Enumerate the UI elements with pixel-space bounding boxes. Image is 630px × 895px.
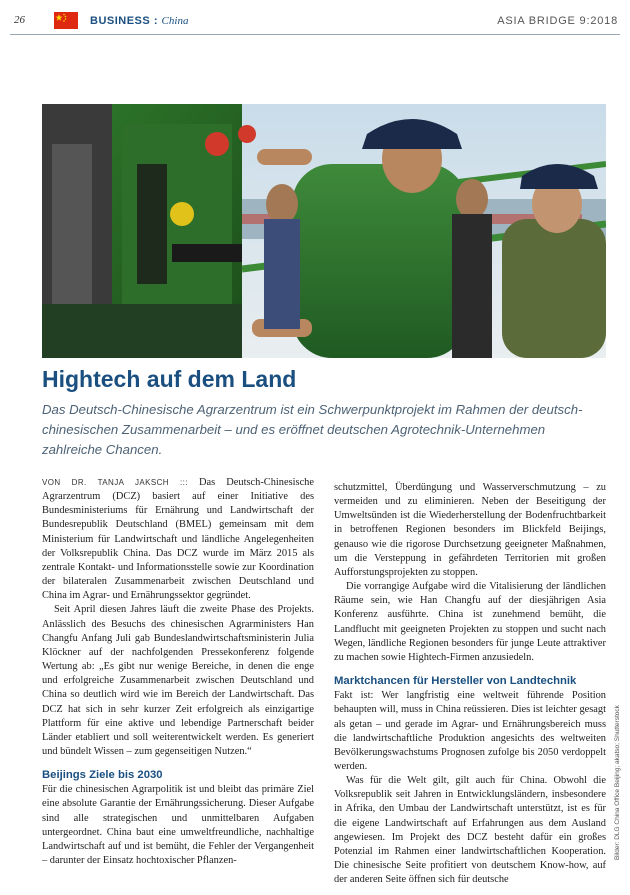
article-photo [42, 104, 606, 358]
article-title: Hightech auf dem Land [42, 366, 297, 392]
paragraph: Fakt ist: Wer langfristig eine weltweit führende Position behaupten will, muss in China reüssieren. Dies ist leichter gesagt als getan – und gerade im Agrar- und Ernährungsbereich muss die landwirtschaftliche Produktion angesichts des weltweiten Bevölkerungswachstums Prognosen zufolge bis 2050 verdoppelt werden. [334, 690, 606, 772]
section-label: BUSINESS : China [90, 15, 189, 27]
page-number: 26 [14, 14, 25, 26]
paragraph: Was für die Welt gilt, gilt auch für China. Obwohl die Volksrepublik seit Jahren in Entwicklungsländern, insbesondere in Afrika, den Umbau der Landwirtschaft unterstützt, ist es für die eigene Landwirtschaft auf Erfahrungen aus dem Ausland angewiesen. Im Projekt des DCZ besteht dafür ein großes Potenzial im Rahmen einer landwirtschaftlichen Kooperation. Die chinesische Seite profitiert von deutschem Know-how, auf der anderen Seite öffnen sich für deutsche [334, 775, 606, 886]
article-lede: Das Deutsch-Chinesische Agrarzentrum ist ein Schwerpunktprojekt im Rahmen der deutsch-chinesischen Zusammenarbeit – und es eröffnet deutschen Agrotechnik-Unternehmen zahlreiche Chancen. [42, 402, 583, 457]
subsection-label: China [161, 15, 189, 27]
header-divider [10, 34, 620, 35]
page-header [10, 10, 620, 36]
photo-credit: Bilder: DLG China Office Beijing; akatso; Shutterstock [614, 705, 621, 860]
paragraph: Seit April diesen Jahres läuft die zweite Phase des Projekts. Anlässlich des Besuchs des chinesischen Agrarministers Han Changfu Anfang Juli gab Bundeslandwirtschaftsministerin Julia Klöckner auf der nachfolgenden Pressekonferenz folgende Wertung ab: „Es gibt nur wenige Bereiche, in denen die enge und erfolgreiche Zusammenarbeit zwischen Deutschland und China so deutlich wird wie im Bereich der Landwirtschaft. Das DCZ hat sich in sehr kurzer Zeit erfolgreich als einzigartige Plattform für eine aktive und lebendige Partnerschaft beider Länder etabliert und soll weiterentwickelt werden. Es generiert und bündelt Wissen – zum gegenseitigen Nutzen.“ [42, 604, 314, 757]
china-flag-icon [54, 12, 78, 29]
subheading: Marktchancen für Hersteller von Landtechnik [334, 675, 577, 688]
paragraph: Für die chinesischen Agrarpolitik ist und bleibt das primäre Ziel eine absolute Garantie der Ernährungssicherung. Dieser Aufgabe sind alle strategischen und unmittelbaren Aufgaben untergeordnet. China baut eine umweltfreundliche, nachhaltige Landwirtschaft auf und ist bemüht, die Fehler der Vergangenheit – darunter der Einsatz hochtoxischer Pflanzen- [42, 784, 314, 867]
subheading: Beijings Ziele bis 2030 [42, 769, 163, 782]
article-column-left [42, 476, 314, 868]
byline: VON DR. TANJA JAKSCH ::: [42, 478, 188, 487]
issue-label: ASIA BRIDGE 9:2018 [497, 15, 618, 27]
article-column-right [334, 481, 606, 887]
photo-icon [42, 104, 606, 358]
paragraph: VON DR. TANJA JAKSCH ::: Das Deutsch-Chinesische Agrarzentrum (DCZ) basiert auf einer Initiative des Bundesministeriums für Ernährung und Landwirtschaft der Bundesrepublik Deutschland (BMEL) gemeinsam mit dem Ministerium für Landwirtschaft und ländliche Angelegenheiten der Volksrepublik China. Das DCZ wurde im März 2015 als zentrale Kontakt- und Informationsstelle sowie zur Koordination der bilateralen Zusammenarbeit zwischen Deutschland und China im Agrar- und Ernährungssektor gegründet. [42, 477, 314, 602]
paragraph: schutzmittel, Überdüngung und Wasserverschmutzung – zu vermeiden und zu eliminieren. Neben der Beseitigung der Umweltsünden ist die Wiederherstellung der Bodenfruchtbarkeit in betroffenen Regionen besonders im Blickfeld Beijings, genauso wie die rigorose Durchsetzung geeigneter Maßnahmen, um die Versteppung in gefährdeten Territorien mit großen Aufforstungsprojekten zu stoppen. [334, 482, 606, 578]
paragraph: Die vorrangige Aufgabe wird die Vitalisierung der ländlichen Räume sein, wie Han Changfu auf der diesjährigen Asia Konferenz ausführte. China ist zunehmend bemüht, die Landflucht mit geeigneten Projekten zu stoppen und sucht nach Wegen, ländliche Regionen besonders für junge Leute attraktiver zu machen sowie Hightech-Firmen anzusiedeln. [334, 581, 606, 663]
